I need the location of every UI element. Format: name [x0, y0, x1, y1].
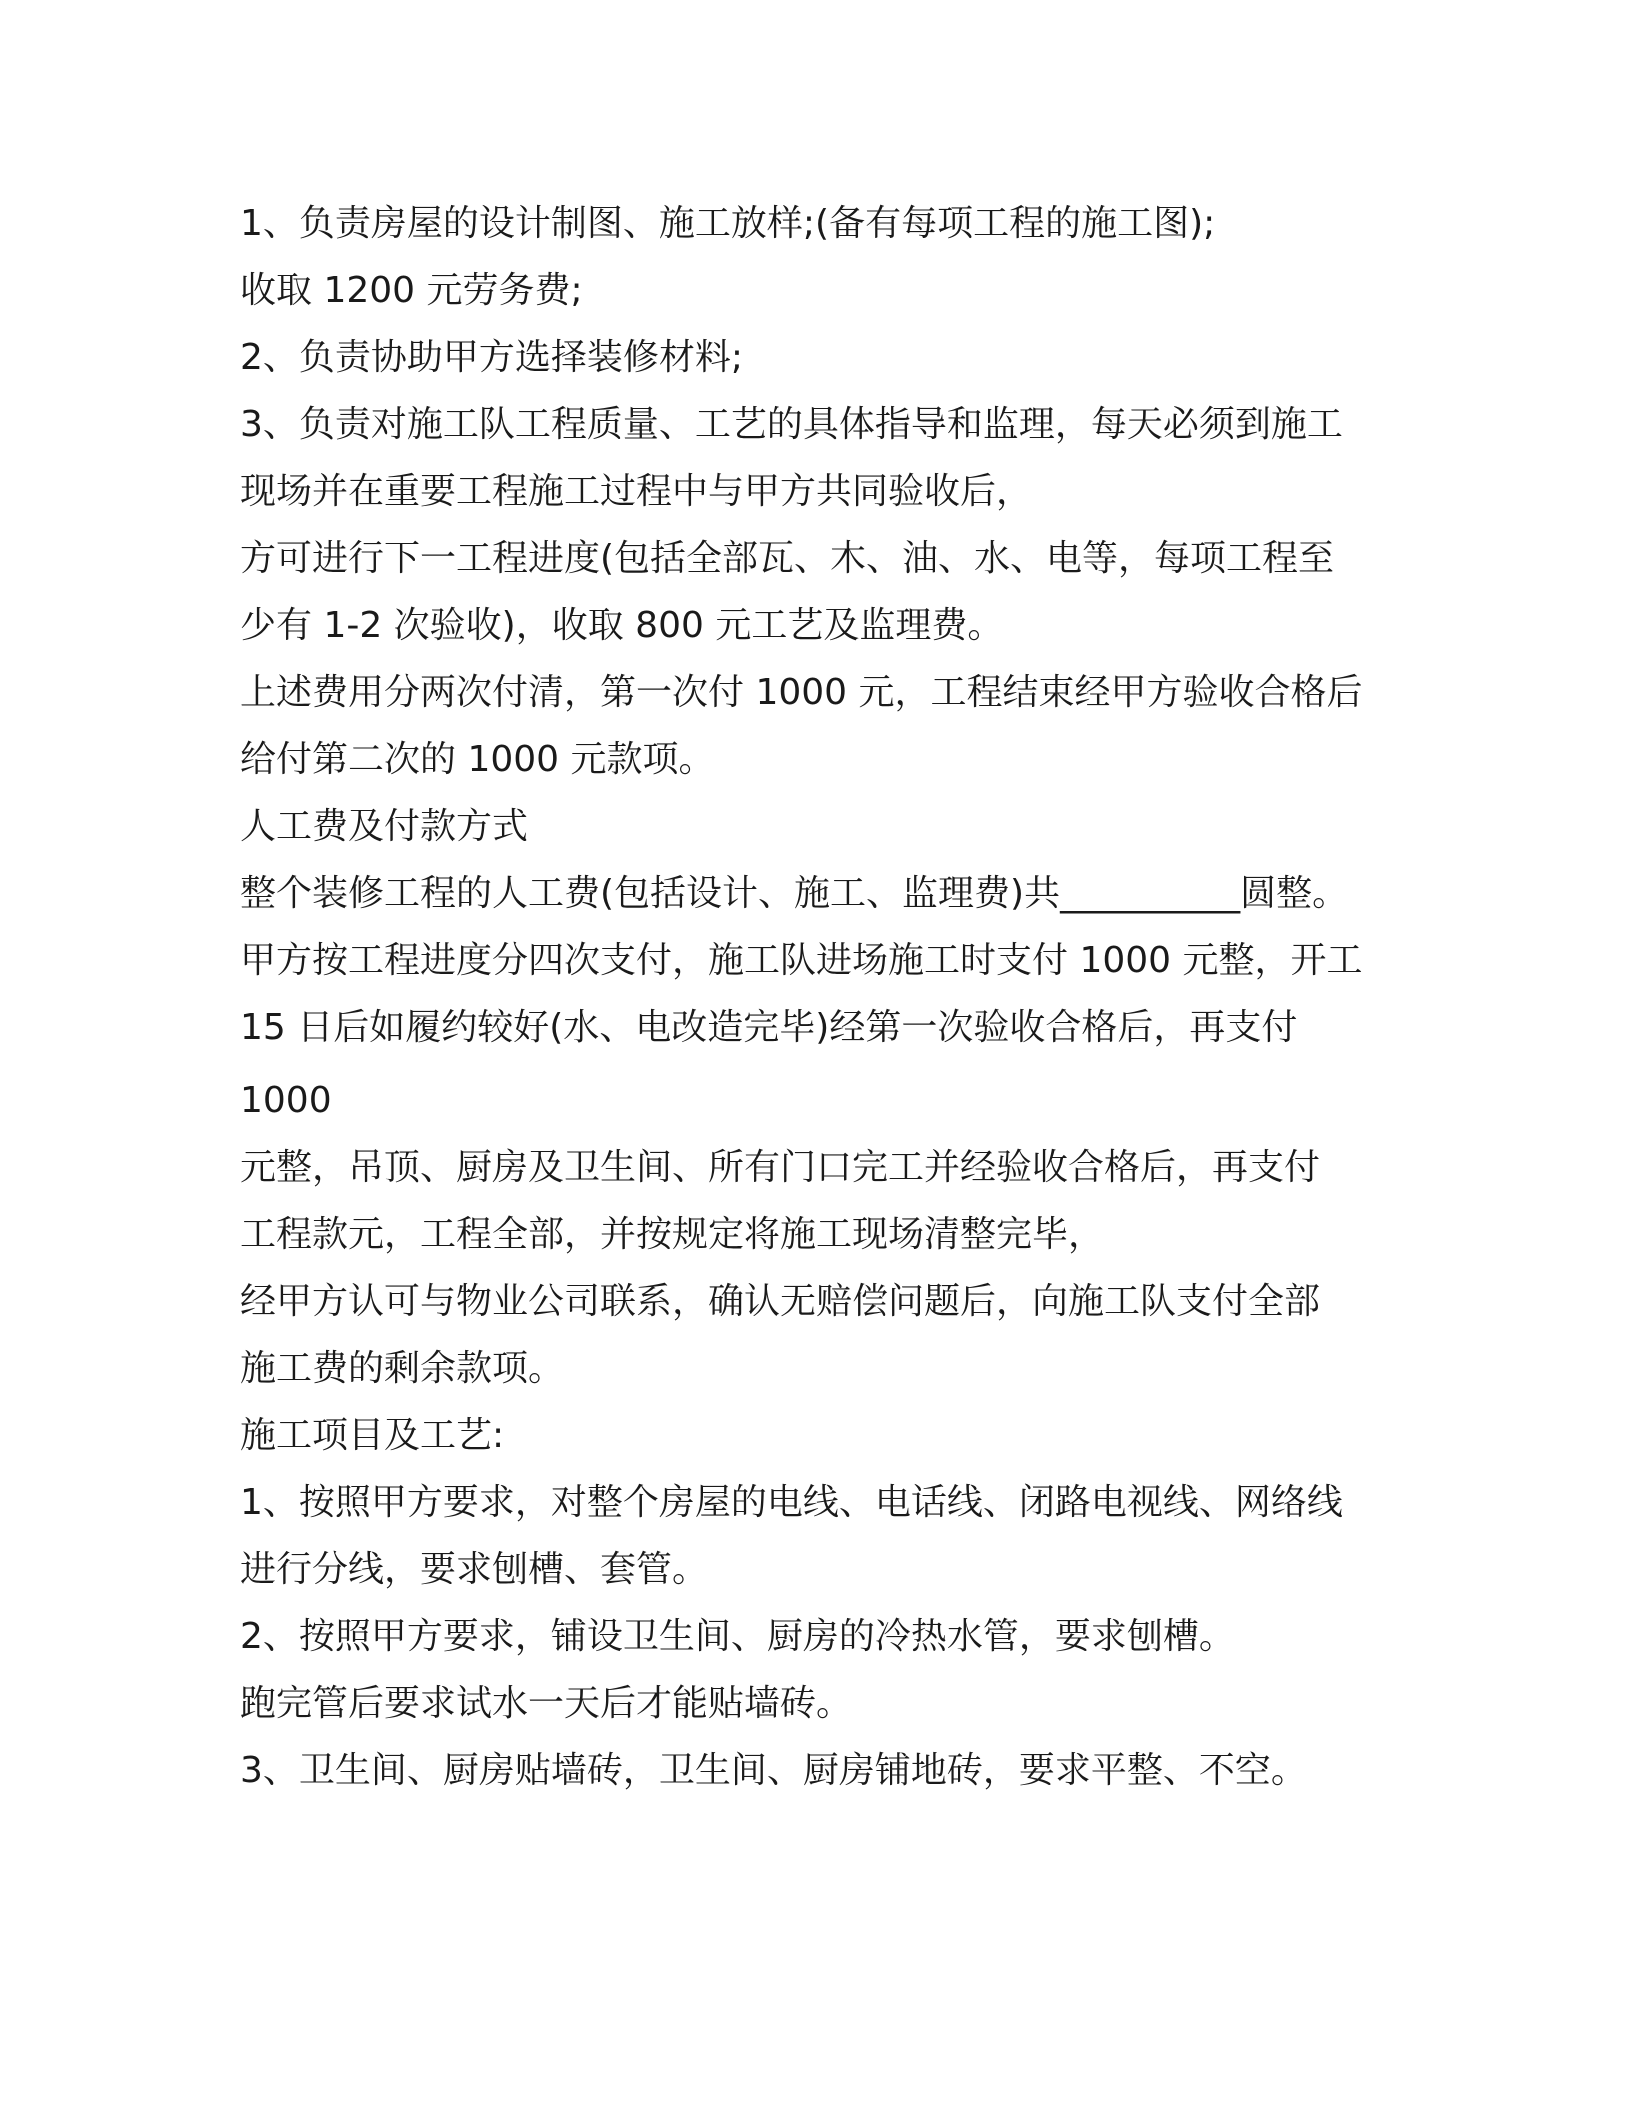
text-line: 经甲方认可与物业公司联系，确认无赔偿问题后，向施工队支付全部: [240, 1281, 1321, 1322]
text-line: 现场并在重要工程施工过程中与甲方共同验收后，: [240, 471, 1033, 512]
text-line: 2、按照甲方要求，铺设卫生间、厨房的冷热水管，要求刨槽。: [240, 1616, 1235, 1657]
text-line: 施工费的剩余款项。: [240, 1348, 565, 1389]
document-body: [240, 190, 1400, 1804]
text-line: 方可进行下一工程进度(包括全部瓦、木、油、水、电等，每项工程至: [240, 538, 1335, 579]
text-line: 1000: [240, 1080, 332, 1121]
text-line: 跑完管后要求试水一天后才能贴墙砖。: [240, 1683, 853, 1724]
text-line: 1、负责房屋的设计制图、施工放样;(备有每项工程的施工图);: [240, 203, 1216, 244]
text-line: 甲方按工程进度分四次支付，施工队进场施工时支付 1000 元整，开工: [240, 940, 1363, 981]
text-line: 3、负责对施工队工程质量、工艺的具体指导和监理，每天必须到施工: [240, 404, 1343, 445]
text-line: 2、负责协助甲方选择装修材料;: [240, 337, 744, 378]
text-line: 进行分线，要求刨槽、套管。: [240, 1549, 709, 1590]
text-line: 1、按照甲方要求，对整个房屋的电线、电话线、闭路电视线、网络线: [240, 1482, 1343, 1523]
text-line: 少有 1-2 次验收)，收取 800 元工艺及监理费。: [240, 605, 1004, 646]
text-line: 给付第二次的 1000 元款项。: [240, 739, 715, 780]
section-heading: 人工费及付款方式: [240, 806, 529, 847]
text-line: 3、卫生间、厨房贴墙砖，卫生间、厨房铺地砖，要求平整、不空。: [240, 1750, 1307, 1791]
section-heading: 施工项目及工艺:: [240, 1415, 505, 1456]
text-line: 整个装修工程的人工费(包括设计、施工、监理费)共__________圆整。: [240, 873, 1349, 914]
text-line: 15 日后如履约较好(水、电改造完毕)经第一次验收合格后，再支付: [240, 1007, 1298, 1048]
text-line: 上述费用分两次付清，第一次付 1000 元，工程结束经甲方验收合格后: [240, 672, 1363, 713]
text-line: 收取 1200 元劳务费;: [240, 270, 583, 311]
text-line: 元整，吊顶、厨房及卫生间、所有门口完工并经验收合格后，再支付: [240, 1147, 1321, 1188]
text-line: 工程款元，工程全部，并按规定将施工现场清整完毕，: [240, 1214, 1105, 1255]
